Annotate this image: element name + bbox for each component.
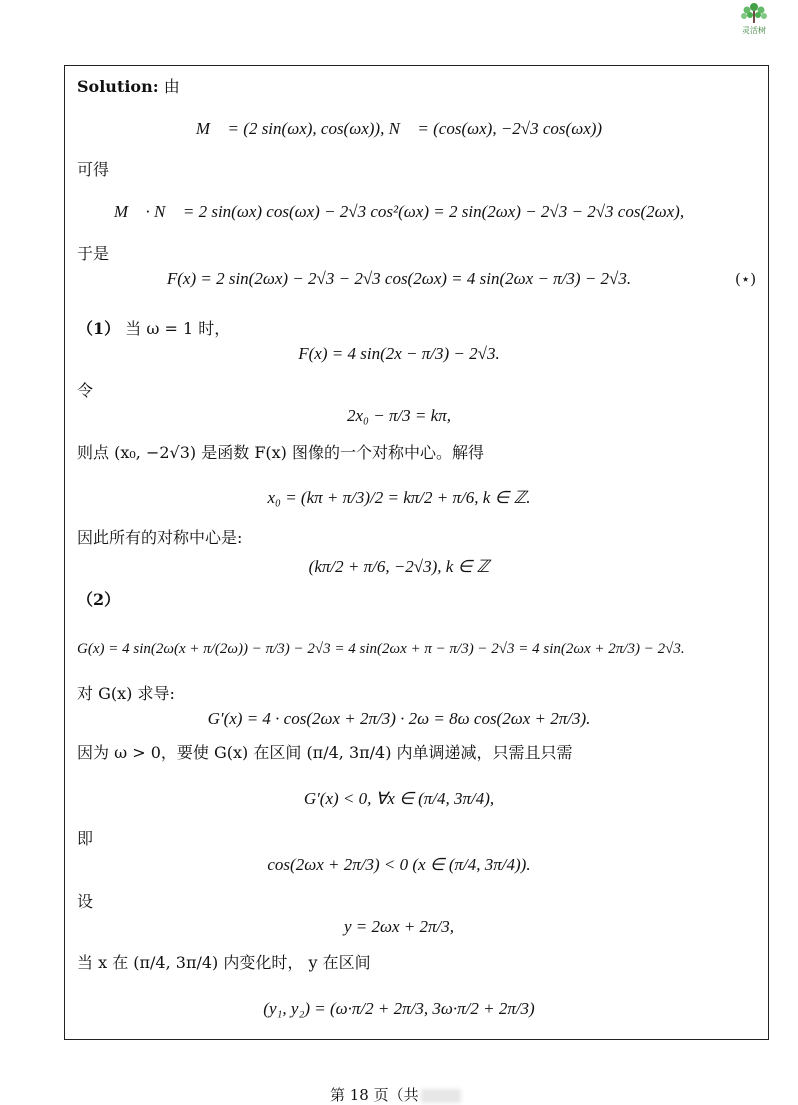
- eq-F: F(x) = 2 sin(2ωx) − 2√3 − 2√3 cos(2ωx) = 4 sin(2ωx − π/3) − 2√3.: [166, 269, 632, 288]
- eq-F1: F(x) = 4 sin(2x − π/3) − 2√3.: [298, 344, 500, 363]
- part1-label: （1）: [77, 319, 121, 338]
- tree-logo-icon: [739, 2, 769, 24]
- text-when-x: 当 x 在 (π/4, 3π/4) 内变化时， y 在区间: [77, 953, 371, 972]
- text-set: 设: [77, 892, 94, 911]
- part1-heading: [77, 318, 230, 340]
- eq-centers: (kπ/2 + π/6, −2√3), k ∈ ℤ: [308, 557, 490, 576]
- solution-intro: 由: [163, 77, 180, 96]
- eq-G: G(x) = 4 sin(2ω(x + π/(2ω)) − π/3) − 2√3 = 4 sin(2ωx + π − π/3) − 2√3 = 4 sin(2ωx + 2π/3) − 2√3.: [77, 641, 685, 657]
- eq-tag-star: (⋆): [735, 270, 757, 288]
- text-all-centers: 因此所有的对称中心是:: [77, 528, 243, 547]
- eq-y: y = 2ωx + 2π/3,: [343, 917, 455, 936]
- solution-label: Solution:: [77, 77, 159, 96]
- text-let: 令: [77, 381, 94, 400]
- solution-heading: [77, 76, 180, 98]
- page-number-text: 第 18 页（共: [330, 1086, 419, 1104]
- text-center: 则点 (x₀, −2√3) 是函数 F(x) 图像的一个对称中心。解得: [77, 443, 485, 462]
- eq-condition: G′(x) < 0, ∀x ∈ (π/4, 3π/4),: [303, 789, 495, 808]
- eq-cos: cos(2ωx + 2π/3) < 0 (x ∈ (π/4, 3π/4)).: [267, 855, 531, 874]
- text-so: 于是: [77, 244, 110, 263]
- part1-when: 当 ω = 1 时，: [125, 319, 231, 338]
- text-derive: 对 G(x) 求导:: [77, 684, 175, 703]
- eq-G-prime: G′(x) = 4 · cos(2ωx + 2π/3) · 2ω = 8ω cos(2ωx + 2π/3).: [207, 709, 591, 728]
- part2-label: （2）: [77, 590, 121, 609]
- eq-let: 2x₀ − π/3 = kπ,: [347, 406, 451, 425]
- page-footer: [330, 1084, 461, 1105]
- eq-vectors: M⃗ = (2 sin(ωx), cos(ωx)), N⃗ = (cos(ωx), −2√3 cos(ωx)): [195, 119, 603, 138]
- text-because: 因为 ω > 0，要使 G(x) 在区间 (π/4, 3π/4) 内单调递减，只需且只需: [77, 743, 573, 762]
- eq-dot-product: M⃗ · N⃗ = 2 sin(ωx) cos(ωx) − 2√3 cos²(ωx) = 2 sin(2ωx) − 2√3 − 2√3 cos(2ωx),: [113, 202, 685, 221]
- eq-x0: x₀ = (kπ + π/3)/2 = kπ/2 + π/6, k ∈ ℤ.: [267, 488, 531, 507]
- text-ie: 即: [77, 829, 94, 848]
- text-thus: 可得: [77, 160, 110, 179]
- logo: [736, 2, 772, 36]
- eq-interval: (y₁, y₂) = (ω·π/2 + 2π/3, 3ω·π/2 + 2π/3): [263, 999, 535, 1018]
- logo-text: 灵活树: [742, 26, 766, 35]
